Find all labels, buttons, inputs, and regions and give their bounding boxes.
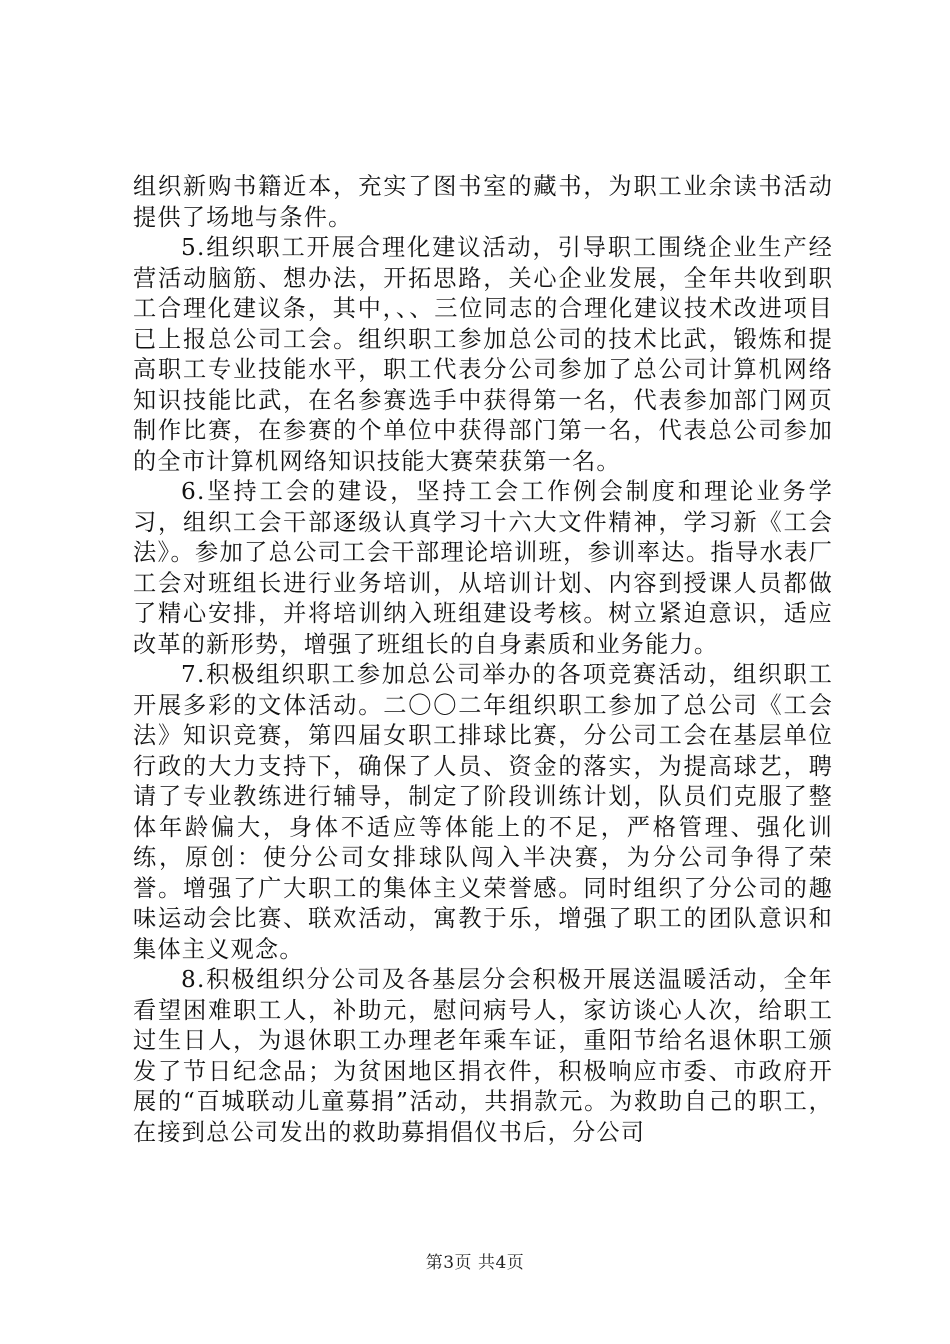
- paragraph-item-7: 7.积极组织职工参加总公司举办的各项竞赛活动，组织职工开展多彩的文体活动。二〇〇二年组织职工参加了总公司《工会法》知识竞赛，第四届女职工排球比赛，分公司工会在基层单位行政的大力支持下，确保了人员、资金的落实，为提高球艺，聘请了专业教练进行辅导，制定了阶段训练计划，队员们克服了整体年龄偏大，身体不适应等体能上的不足，严格管理、强化训练，原创：使分公司女排球队闯入半决赛，为分公司争得了荣誉。增强了广大职工的集体主义荣誉感。同时组织了分公司的趣味运动会比赛、联欢活动，寓教于乐，增强了职工的团队意识和集体主义观念。: [133, 661, 833, 963]
- paragraph-continuation: 组织新购书籍近本，充实了图书室的藏书，为职工业余读书活动提供了场地与条件。: [133, 173, 833, 231]
- paragraph-item-6: 6.坚持工会的建设，坚持工会工作例会制度和理论业务学习，组织工会干部逐级认真学习十六大文件精神，学习新《工会法》。参加了总公司工会干部理论培训班，参训率达。指导水表厂工会对班组长进行业务培训，从培训计划、内容到授课人员都做了精心安排，并将培训纳入班组建设考核。树立紧迫意识，适应改革的新形势，增强了班组长的自身素质和业务能力。: [133, 478, 833, 658]
- page-number-footer: 第3页 共4页: [425, 1253, 525, 1273]
- paragraph-item-8: 8.积极组织分公司及各基层分会积极开展送温暖活动，全年看望困难职工人，补助元，慰问病号人，家访谈心人次，给职工过生日人，为退休职工办理老年乘车证，重阳节给名退休职工颁发了节日纪念品；为贫困地区捐衣件，积极响应市委、市政府开展的“百城联动儿童募捐”活动，共捐款元。为救助自己的职工，在接到总公司发出的救助募捐倡仪书后，分公司: [133, 966, 833, 1146]
- paragraph-item-5: 5.组织职工开展合理化建议活动，引导职工围绕企业生产经营活动脑筋、想办法，开拓思路，关心企业发展，全年共收到职工合理化建议条，其中，、、三位同志的合理化建议技术改进项目已上报总公司工会。组织职工参加总公司的技术比武，锻炼和提高职工专业技能水平，职工代表分公司参加了总公司计算机网络知识技能比武，在名参赛选手中获得第一名，代表参加部门网页制作比赛，在参赛的个单位中获得部门第一名，代表总公司参加的全市计算机网络知识技能大赛荣获第一名。: [133, 234, 833, 475]
- document-body: [133, 172, 833, 1148]
